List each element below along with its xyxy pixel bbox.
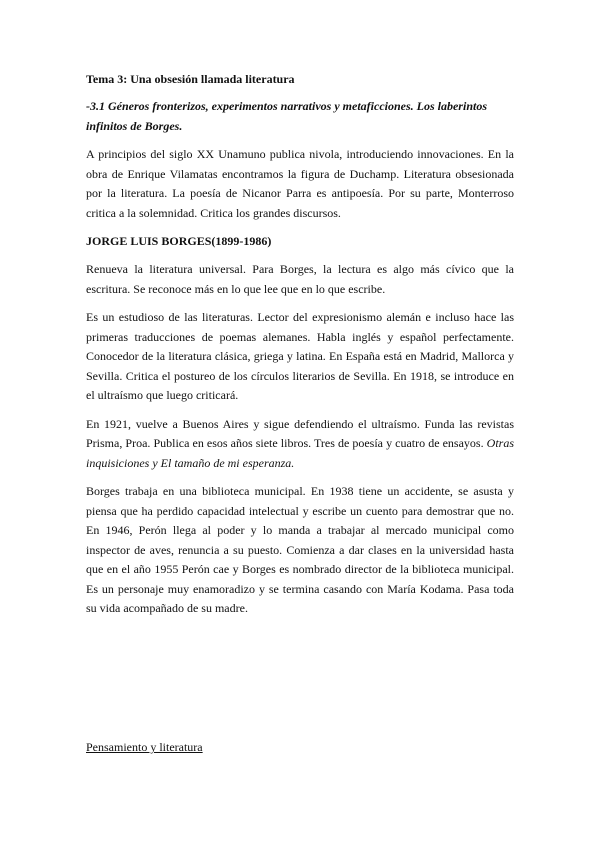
document-body xyxy=(86,70,514,628)
paragraph-1921 xyxy=(86,415,514,474)
document-title: Tema 3: Una obsesión llamada literatura xyxy=(86,72,295,86)
document-subtitle: -3.1 Géneros fronterizos, experimentos narrativos y metaficciones. Los laberintos infinitos de Borges. xyxy=(86,99,487,133)
section-title-pensamiento: Pensamiento y literatura xyxy=(86,740,203,754)
paragraph-biblioteca: Borges trabaja en una biblioteca municipal. En 1938 tiene un accidente, se asusta y piensa que ha perdido capacidad intelectual y escribe un cuento para demostrar que no. En 1946, Perón llega al poder y lo manda a trabajar al mercado municipal como inspector de aves, renuncia a su puesto. Comienza a dar clases en la universidad hasta que en el año 1955 Perón cae y Borges es nombrado director de la biblioteca municipal. Es un personaje muy enamoradizo y se termina casando con María Kodama. Pasa toda su vida acompañado de su madre. xyxy=(86,484,514,615)
paragraph-1921-text: En 1921, vuelve a Buenos Aires y sigue defendiendo el ultraísmo. Funda las revistas Prisma, Proa. Publica en esos años siete libros. Tres de poesía y cuatro de ensayos. xyxy=(86,416,514,450)
intro-paragraph: A principios del siglo XX Unamuno publica nivola, introduciendo innovaciones. En la obra de Enrique Vilamatas encontramos la figura de Duchamp. Literatura obsesionada por la literatura. La poesía de Nicanor Parra es antipoesía. Por su parte, Monterroso critica a la solemnidad. Critica los grandes discursos. xyxy=(86,147,514,220)
book-titles-italic: Otras inquisiciones y El tamaño de mi esperanza. xyxy=(86,436,515,470)
author-heading: JORGE LUIS BORGES(1899-1986) xyxy=(86,234,272,248)
paragraph-renueva: Renueva la literatura universal. Para Borges, la lectura es algo más cívico que la escritura. Se reconoce más en lo que lee que en lo que escribe. xyxy=(86,262,514,296)
paragraph-estudioso: Es un estudioso de las literaturas. Lector del expresionismo alemán e incluso hace las primeras traducciones de poemas alemanes. Habla inglés y español perfectamente. Conocedor de la literatura clásica, griega y latina. En España está en Madrid, Mallorca y Sevilla. Critica el postureo de los círculos literarios de Sevilla. En 1918, se introduce en el ultraísmo que luego criticará. xyxy=(86,310,514,402)
